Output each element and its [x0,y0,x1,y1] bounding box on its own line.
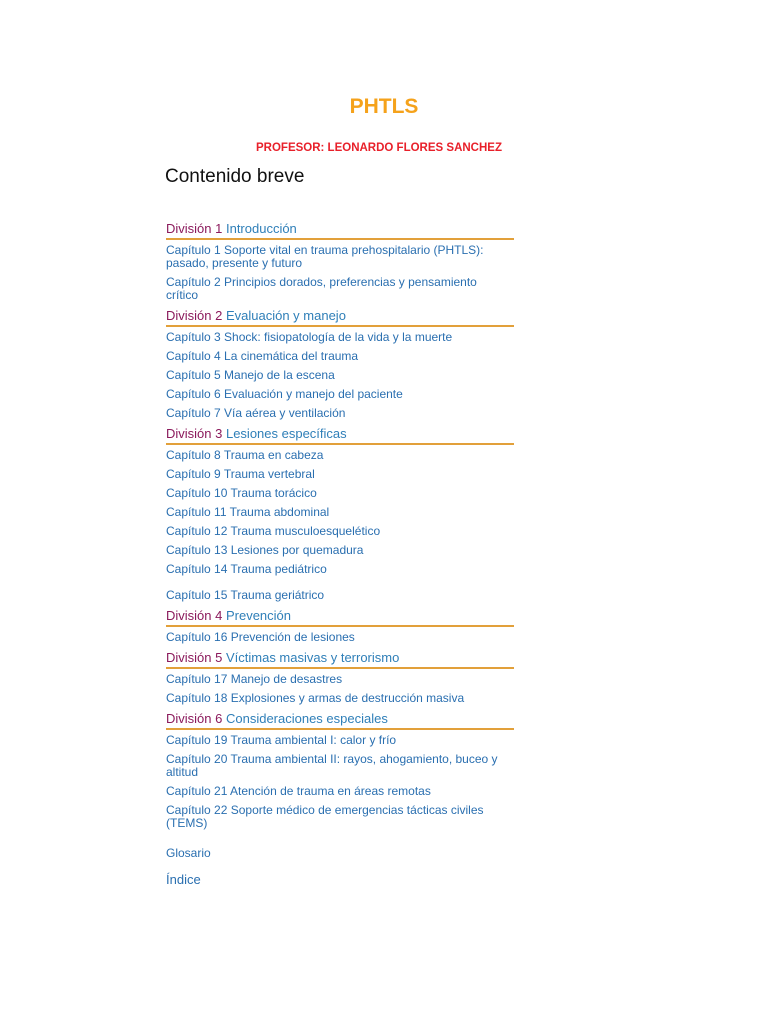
division-label: División 6 [166,711,223,726]
division-heading[interactable] [166,608,514,627]
division-label: División 5 [166,650,223,665]
division-name: Lesiones específicas [222,426,347,441]
chapter-link[interactable]: Capítulo 3 Shock: fisiopatología de la vida y la muerte [166,330,453,344]
chapter-link[interactable]: Capítulo 5 Manejo de la escena [166,368,335,382]
chapter-link[interactable]: Capítulo 19 Trauma ambiental I: calor y frío [166,733,397,747]
division-heading[interactable] [166,711,514,730]
chapter-link[interactable]: Capítulo 17 Manejo de desastres [166,672,343,686]
division-name: Evaluación y manejo [222,308,346,323]
chapter-link[interactable]: Capítulo 21 Atención de trauma en áreas remotas [166,784,431,798]
division-label: División 3 [166,426,223,441]
chapter-link[interactable]: Capítulo 8 Trauma en cabeza [166,448,324,462]
chapter-link[interactable]: Capítulo 13 Lesiones por quemadura [166,543,364,557]
chapter-link[interactable]: Capítulo 20 Trauma ambiental II: rayos, ahogamiento, buceo y altitud [166,752,498,779]
division-heading[interactable] [166,221,514,240]
chapter-link[interactable]: Capítulo 7 Vía aérea y ventilación [166,406,346,420]
division-name: Introducción [222,221,297,236]
chapter-link[interactable]: Capítulo 16 Prevención de lesiones [166,630,355,644]
chapter-link[interactable]: Capítulo 14 Trauma pediátrico [166,562,327,576]
division-label: División 2 [166,308,223,323]
chapter-link[interactable]: Capítulo 12 Trauma musculoesquelético [166,524,381,538]
chapter-link[interactable]: Capítulo 11 Trauma abdominal [166,505,330,519]
chapter-link[interactable]: Capítulo 2 Principios dorados, preferencias y pensamiento crítico [166,275,477,302]
division-name: Prevención [222,608,292,623]
chapter-link[interactable]: Capítulo 6 Evaluación y manejo del paciente [166,387,403,401]
division-heading[interactable] [166,308,514,327]
chapter-link[interactable]: Capítulo 10 Trauma torácico [166,486,317,500]
chapter-link[interactable]: Capítulo 9 Trauma vertebral [166,467,315,481]
division-heading[interactable] [166,426,514,445]
chapter-link[interactable]: Capítulo 15 Trauma geriátrico [166,588,325,602]
chapter-link[interactable]: Capítulo 18 Explosiones y armas de destrucción masiva [166,691,465,705]
division-label: División 1 [166,221,223,236]
document-title: PHTLS [349,95,419,118]
chapter-link[interactable]: Capítulo 4 La cinemática del trauma [166,349,359,363]
division-label: División 4 [166,608,223,623]
contents-heading: Contenido breve [165,166,305,187]
division-name: Consideraciones especiales [222,711,388,726]
professor-line: PROFESOR: LEONARDO FLORES SANCHEZ [256,142,502,154]
chapter-link[interactable]: Capítulo 1 Soporte vital en trauma prehospitalario (PHTLS): pasado, presente y futuro [166,243,484,270]
division-name: Víctimas masivas y terrorismo [222,650,400,665]
division-heading[interactable] [166,650,514,669]
table-of-contents [166,221,514,887]
index-link[interactable]: Índice [166,872,201,887]
chapter-link[interactable]: Capítulo 22 Soporte médico de emergencias tácticas civiles (TEMS) [166,803,484,830]
glossary-link[interactable]: Glosario [166,846,211,860]
